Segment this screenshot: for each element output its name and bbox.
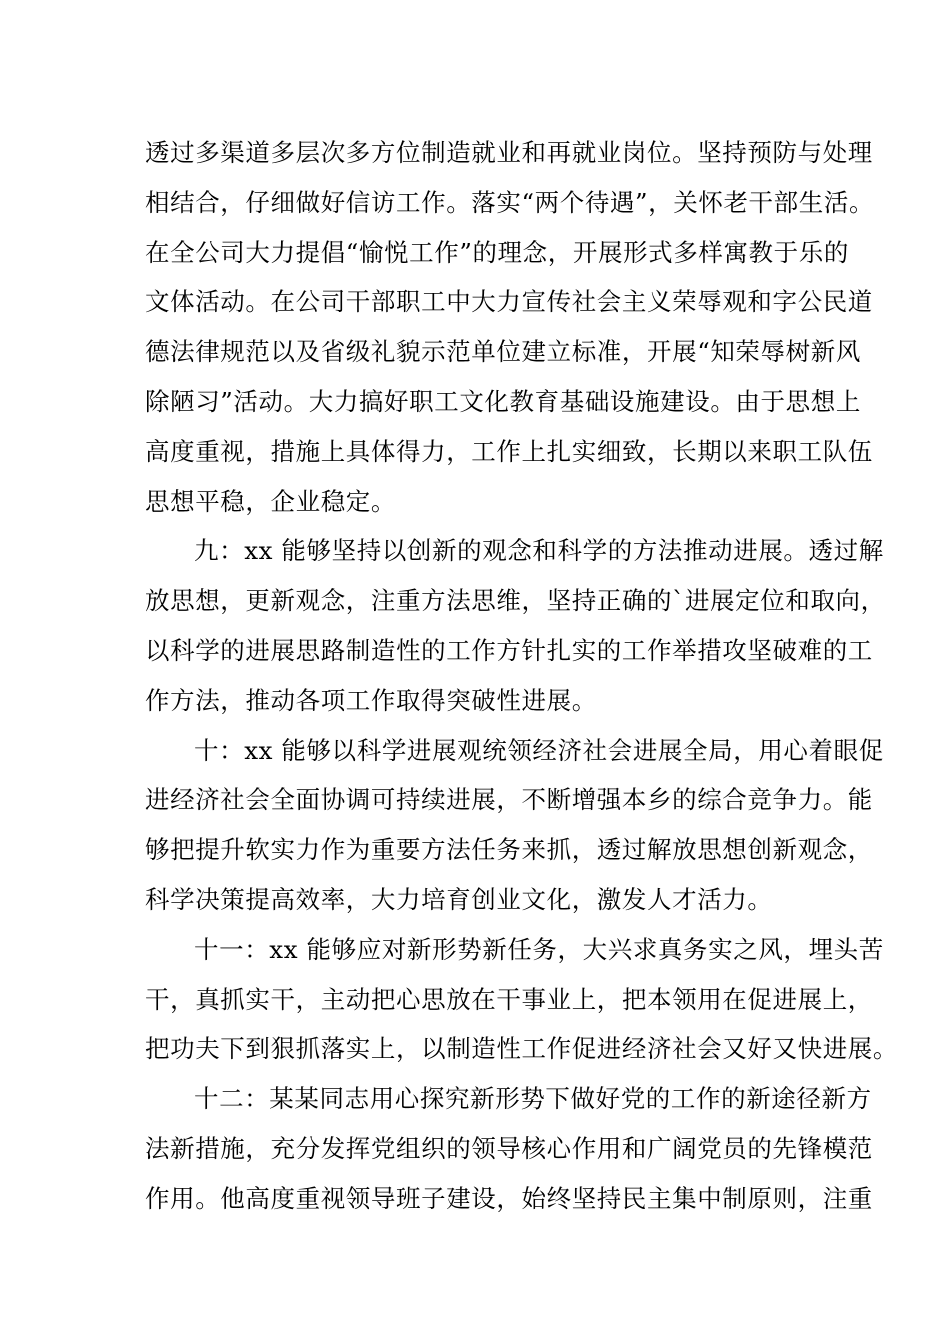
- text-line: 思想平稳，企业稳定。: [145, 486, 396, 516]
- text-line: 文体活动。在公司干部职工中大力宣传社会主义荣辱观和字公民道: [145, 287, 873, 317]
- paragraph-first-line: 十二：某某同志用心探究新形势下做好党的工作的新途径新方: [194, 1084, 872, 1114]
- text-line: 把功夫下到狠抓落实上，以制造性工作促进经济社会又好又快进展。: [145, 1034, 898, 1064]
- document-body: [145, 128, 898, 1224]
- text-line: 相结合，仔细做好信访工作。落实“两个待遇”，关怀老干部生活。: [145, 187, 875, 217]
- text-line: 科学决策提高效率，大力培育创业文化，激发人才活力。: [145, 884, 773, 914]
- paragraph-first-line: 九：xx 能够坚持以创新的观念和科学的方法推动进展。透过解: [194, 536, 884, 566]
- text-line: 除陋习”活动。大力搞好职工文化教育基础设施建设。由于思想上: [145, 386, 861, 416]
- text-line: 进经济社会全面协调可持续进展，不断增强本乡的综合竞争力。能: [145, 785, 873, 815]
- text-line: 干，真抓实干，主动把心思放在干事业上，把本领用在促进展上，: [145, 984, 873, 1014]
- text-line: 高度重视，措施上具体得力，工作上扎实细致，长期以来职工队伍: [145, 436, 873, 466]
- text-line: 法新措施，充分发挥党组织的领导核心作用和广阔党员的先锋模范: [145, 1133, 873, 1163]
- text-line: 以科学的进展思路制造性的工作方针扎实的工作举措攻坚破难的工: [145, 635, 873, 665]
- text-line: 作方法，推动各项工作取得突破性进展。: [145, 685, 597, 715]
- paragraph-first-line: 十：xx 能够以科学进展观统领经济社会进展全局，用心着眼促: [194, 735, 884, 765]
- text-line: 作用。他高度重视领导班子建设，始终坚持民主集中制原则，注重: [145, 1183, 873, 1213]
- text-line: 放思想，更新观念，注重方法思维，坚持正确的`进展定位和取向，: [145, 586, 886, 616]
- text-line: 德法律规范以及省级礼貌示范单位建立标准，开展“知荣辱树新风: [145, 337, 861, 367]
- paragraph-first-line: 十一：xx 能够应对新形势新任务，大兴求真务实之风，埋头苦: [194, 934, 884, 964]
- text-line: 透过多渠道多层次多方位制造就业和再就业岗位。坚持预防与处理: [145, 138, 873, 167]
- text-line: 在全公司大力提倡“愉悦工作”的理念，开展形式多样寓教于乐的: [145, 237, 849, 267]
- text-line: 够把提升软实力作为重要方法任务来抓，透过解放思想创新观念，: [145, 835, 873, 865]
